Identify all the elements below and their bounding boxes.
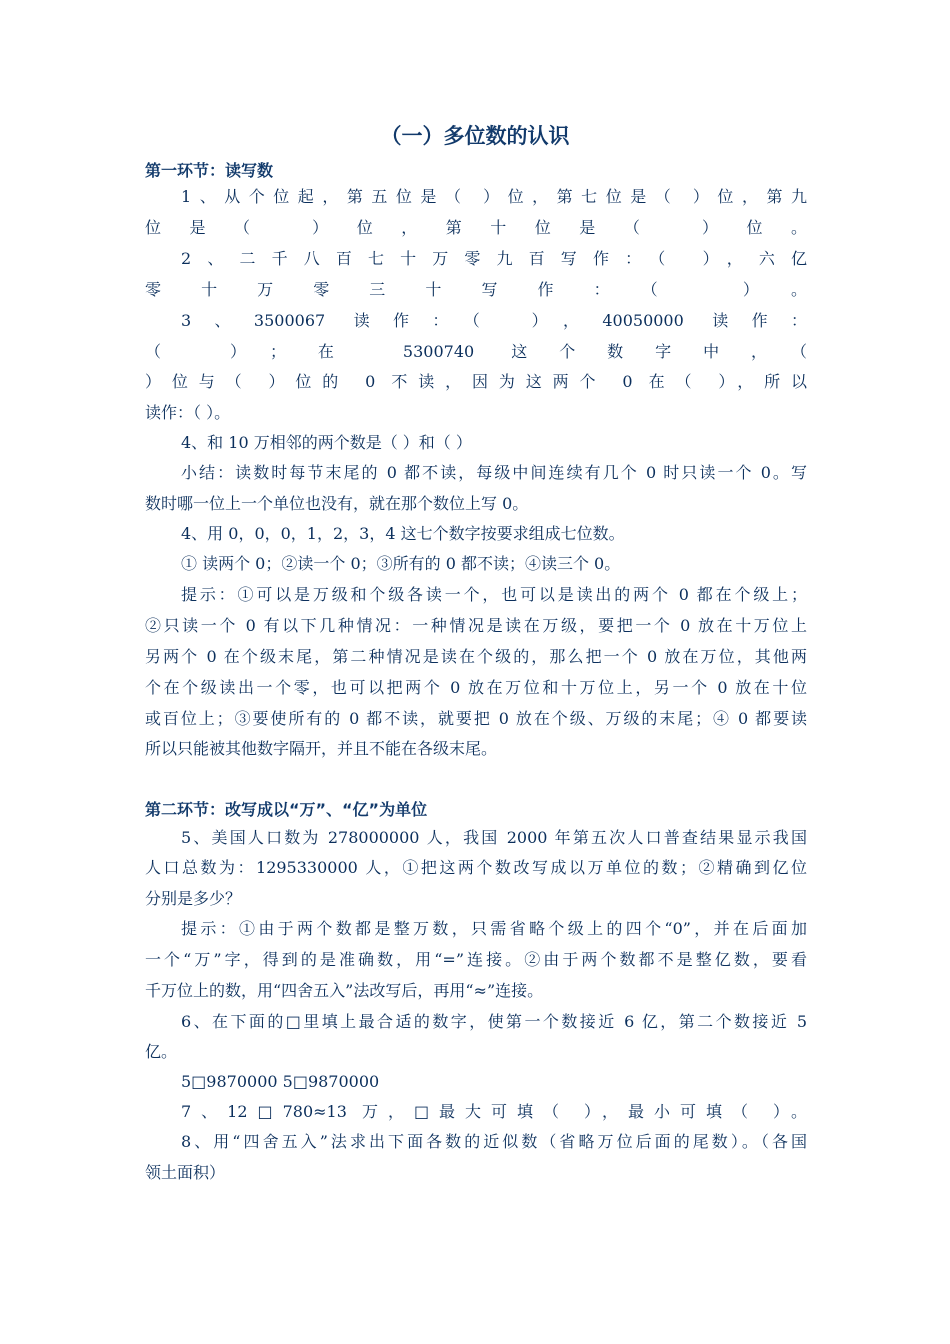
text-line: 4、用 0，0，0，1，2，3，4 这七个数字按要求组成七位数。 xyxy=(181,524,625,543)
text-line: 3、3500067 读作：（ ），40050000 读作： xyxy=(181,311,807,330)
text-line: 5、美国人口数为 278000000 人，我国 2000 年第五次人口普查结果显示我国 xyxy=(181,828,807,847)
text-line: 一个“万”字，得到的是准确数，用“=”连接。②由于两个数都不是整亿数，要看 xyxy=(145,950,807,969)
text-line: 亿。 xyxy=(145,1042,178,1061)
text-line: 领土面积） xyxy=(145,1163,226,1182)
text-line: 小结：读数时每节末尾的 0 都不读，每级中间连续有几个 0 时只读一个 0。写 xyxy=(181,463,807,482)
text-line: 人口总数为：1295330000 人，①把这两个数改写成以万单位的数；②精确到亿位 xyxy=(145,858,807,877)
text-line: 7、12□780≈13 万，□最大可填（ ），最小可填（ ）。 xyxy=(181,1102,807,1121)
text-line: 8、用“四舍五入”法求出下面各数的近似数（省略万位后面的尾数）。（各国 xyxy=(181,1132,807,1151)
text-line: 千万位上的数，用“四舍五入”法改写后，再用“≈”连接。 xyxy=(145,981,544,1000)
section-heading-2: 第二环节：改写成以“万”、“亿”为单位 xyxy=(145,800,428,819)
text-line: 提示：①由于两个数都是整万数，只需省略个级上的四个“0”，并在后面加 xyxy=(181,919,807,938)
text-line: 4、和 10 万相邻的两个数是（ ）和（ ） xyxy=(181,433,472,452)
text-line: 位是（ ）位，第十位是（ ）位。 xyxy=(145,218,807,237)
text-line: 个在个级读出一个零，也可以把两个 0 放在万位和十万位上，另一个 0 放在十位 xyxy=(145,678,807,697)
text-line: （ ）；在 5300740 这个数字中，（ xyxy=(145,342,807,361)
text-line: 所以只能被其他数字隔开，并且不能在各级末尾。 xyxy=(145,739,498,758)
text-line: 提示：①可以是万级和个级各读一个，也可以是读出的两个 0 都在个级上； xyxy=(181,585,807,604)
text-line: 5□9870000 5□9870000 xyxy=(181,1072,380,1091)
text-line: 数时哪一位上一个单位也没有，就在那个数位上写 0。 xyxy=(145,494,529,513)
text-line: ）位与（ ）位的 0 不读，因为这两个 0 在（ ），所以 xyxy=(145,372,807,391)
page-title: （一）多位数的认识 xyxy=(380,124,570,148)
text-line: ① 读两个 0；②读一个 0；③所有的 0 都不读；④读三个 0。 xyxy=(181,554,621,573)
text-line: 分别是多少？ xyxy=(145,889,242,908)
text-line: 读作：（ ）。 xyxy=(145,403,231,422)
text-line: 零十万零三十写作：（ ）。 xyxy=(145,280,807,299)
text-line: 6、在下面的□里填上最合适的数字，使第一个数接近 6 亿，第二个数接近 5 xyxy=(181,1012,807,1031)
text-line: 1、从个位起，第五位是（ ）位，第七位是（ ）位，第九 xyxy=(181,187,807,206)
text-line: 或百位上；③要使所有的 0 都不读，就要把 0 放在个级、万级的末尾；④ 0 都要读 xyxy=(145,709,807,728)
text-line: 另两个 0 在个级末尾，第二种情况是读在个级的，那么把一个 0 放在万位，其他两 xyxy=(145,647,807,666)
text-line: 2、二千八百七十万零九百写作：（ ），六亿 xyxy=(181,249,807,268)
section-heading-1: 第一环节：读写数 xyxy=(145,161,274,180)
text-line: ②只读一个 0 有以下几种情况：一种情况是读在万级，要把一个 0 放在十万位上 xyxy=(145,616,807,635)
